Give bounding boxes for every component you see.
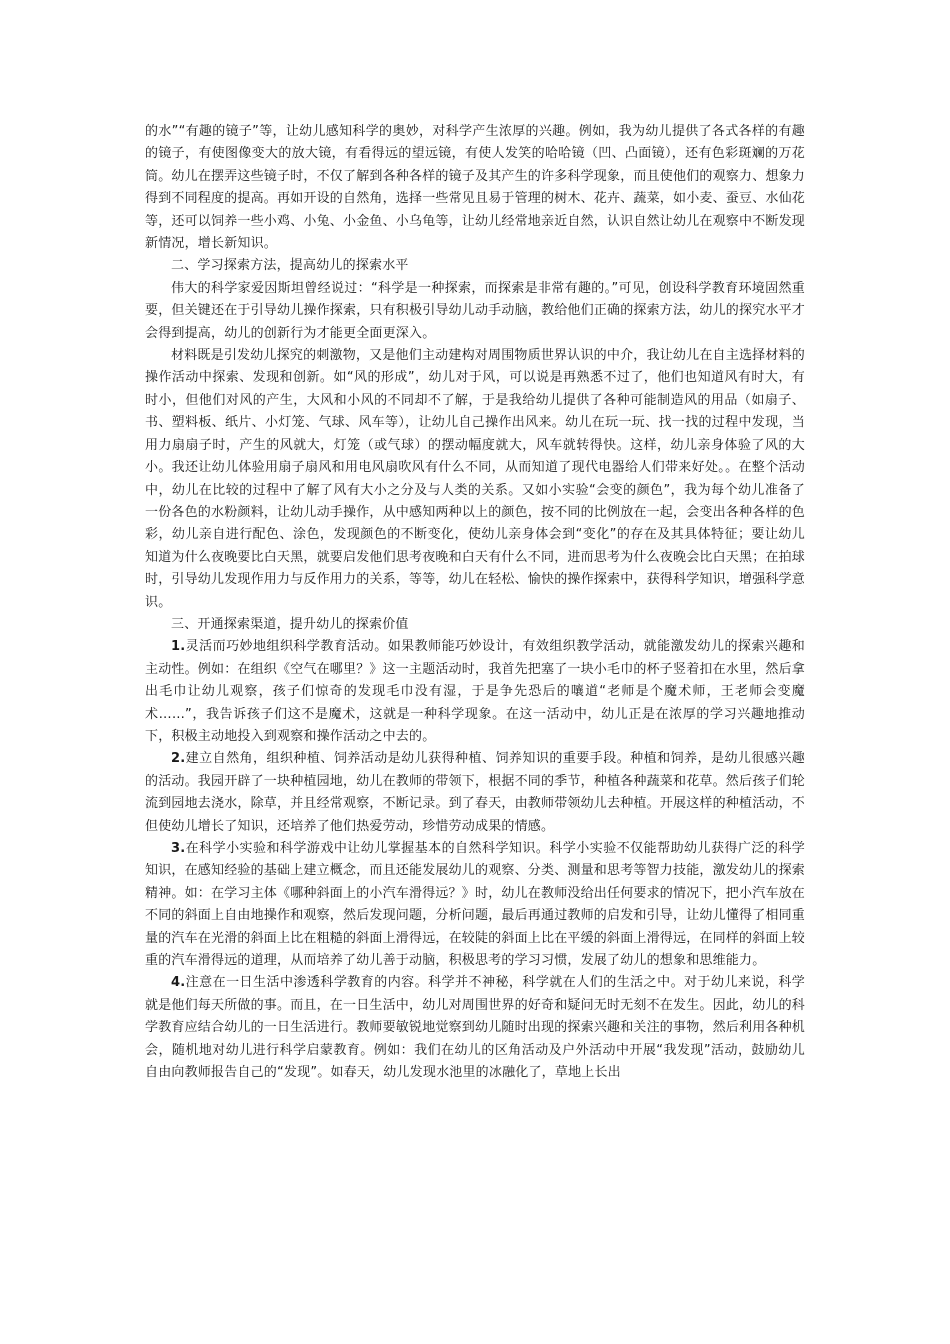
item-number: 4.	[171, 975, 186, 991]
paragraph-continuation: 的水”“有趣的镜子”等，让幼儿感知科学的奥妙，对科学产生浓厚的兴趣。例如，我为幼儿提供了各式各样的有趣的镜子，有使图像变大的放大镜，有看得远的望远镜，有使人发笑的哈哈镜（凹、凸面镜），还有色彩斑斓的万花筒。幼儿在摆弄这些镜子时，不仅了解到各种各样的镜子及其产生的许多科学现象，而且使他们的观察力、想象力得到不同程度的提高。再如开设的自然角，选择一些常见且易于管理的树木、花卉、蔬菜，如小麦、蚕豆、水仙花等，还可以饲养一些小鸡、小兔、小金鱼、小乌龟等，让幼儿经常地亲近自然，认识自然让幼儿在观察中不断发现新情况，增长新知识。	[145, 124, 806, 252]
numbered-item-2	[145, 748, 805, 838]
item-text: 灵活而巧妙地组织科学教育活动。如果教师能巧妙设计，有效组织教学活动，就能激发幼儿的探索兴趣和主动性。例如：在组织《空气在哪里？》这一主题活动时，我首先把塞了一块小毛巾的杯子竖着扣在水里，然后拿出毛巾让幼儿观察，孩子们惊奇的发现毛巾没有湿，于是争先恐后的嚷道“老师是个魔术师，王老师会变魔术……”，我告诉孩子们这不是魔术，这就是一种科学现象。在这一活动中，幼儿正是在浓厚的学习兴趣地推动下，积极主动地投入到观察和操作活动之中去的。	[145, 639, 806, 744]
document-page	[145, 121, 805, 1084]
section-heading-three: 三、开通探索渠道，提升幼儿的探索价值	[171, 616, 409, 632]
item-number: 2.	[171, 751, 186, 767]
paragraph-materials: 材料既是引发幼儿探究的刺激物，又是他们主动建构对周围物质世界认识的中介，我让幼儿在自主选择材料的操作活动中探索、发现和创新。如“风的形成”，幼儿对于风，可以说是再熟悉不过了，他们也知道风有时大，有时小，但他们对风的产生，大风和小风的不同却不了解，于是我给幼儿提供了各种可能制造风的用品（如扇子、书、塑料板、纸片、小灯笼、气球、风车等），让幼儿自己操作出风来。幼儿在玩一玩、找一找的过程中发现，当用力扇扇子时，产生的风就大，灯笼（或气球）的摆动幅度就大，风车就转得快。这样，幼儿亲身体验了风的大小。我还让幼儿体验用扇子扇风和用电风扇吹风有什么不同，从而知道了现代电器给人们带来好处。。在整个活动中，幼儿在比较的过程中了解了风有大小之分及与人类的关系。又如小实验“会变的颜色”，我为每个幼儿准备了一份各色的水粉颜料，让幼儿动手操作，从中感知两种以上的颜色，按不同的比例放在一起，会变出各种各样的色彩，幼儿亲自进行配色、涂色，发现颜色的不断变化，使幼儿亲身体会到“变化”的存在及其具体特征；要让幼儿知道为什么夜晚要比白天黑，就要启发他们思考夜晚和白天有什么不同，进而思考为什么夜晚会比白天黑；在拍球时，引导幼儿发现作用力与反作用力的关系，等等，幼儿在轻松、愉快的操作探索中，获得科学知识，增强科学意识。	[145, 348, 806, 610]
item-number: 1.	[171, 639, 186, 655]
numbered-item-4	[145, 972, 805, 1084]
item-text: 注意在一日生活中渗透科学教育的内容。科学并不神秘，科学就在人们的生活之中。对于幼儿来说，科学就是他们每天所做的事。而且，在一日生活中，幼儿对周围世界的好奇和疑问无时无刻不在发生。因此，幼儿的科学教育应结合幼儿的一日生活进行。教师要敏锐地觉察到幼儿随时出现的探索兴趣和关注的事物，然后利用各种机会，随机地对幼儿进行科学启蒙教育。例如：我们在幼儿的区角活动及户外活动中开展“我发现”活动，鼓励幼儿自由向教师报告自己的“发现”。如春天，幼儿发现水池里的冰融化了，草地上长出	[145, 975, 806, 1081]
paragraph-einstein-quote: 伟大的科学家爱因斯坦曾经说过：“科学是一种探索，而探索是非常有趣的。”可见，创设科学教育环境固然重要，但关键还在于引导幼儿操作探索，只有积极引导幼儿动手动脑，教给他们正确的探索方法，幼儿的探究水平才会得到提高，幼儿的创新行为才能更全面更深入。	[145, 280, 806, 341]
item-text: 建立自然角，组织种植、饲养活动是幼儿获得种植、饲养知识的重要手段。种植和饲养，是幼儿很感兴趣的活动。我园开辟了一块种植园地，幼儿在教师的带领下，根据不同的季节，种植各种蔬菜和花草。然后孩子们轮流到园地去浇水，除草，并且经常观察，不断记录。到了春天，由教师带领幼儿去种植。开展这样的种植活动，不但使幼儿增长了知识，还培养了他们热爱劳动，珍惜劳动成果的情感。	[145, 751, 806, 834]
item-text: 在科学小实验和科学游戏中让幼儿掌握基本的自然科学知识。科学小实验不仅能帮助幼儿获得广泛的科学知识，在感知经验的基础上建立概念，而且还能发展幼儿的观察、分类、测量和思考等智力技能，激发幼儿的探索精神。如：在学习主体《哪种斜面上的小汽车滑得远？》时，幼儿在教师没给出任何要求的情况下，把小汽车放在不同的斜面上自由地操作和观察，然后发现问题，分析问题，最后再通过教师的启发和引导，让幼儿懂得了相同重量的汽车在光滑的斜面上比在粗糙的斜面上滑得远，在较陡的斜面上比在平缓的斜面上滑得远，在同样的斜面上较重的汽车滑得远的道理，从而培养了幼儿善于动脑，积极思考的学习习惯，发展了幼儿的想象和思维能力。	[145, 841, 806, 969]
section-heading-two: 二、学习探索方法，提高幼儿的探索水平	[171, 258, 409, 274]
numbered-item-1	[145, 636, 805, 748]
numbered-item-3	[145, 838, 805, 972]
item-number: 3.	[171, 841, 186, 856]
